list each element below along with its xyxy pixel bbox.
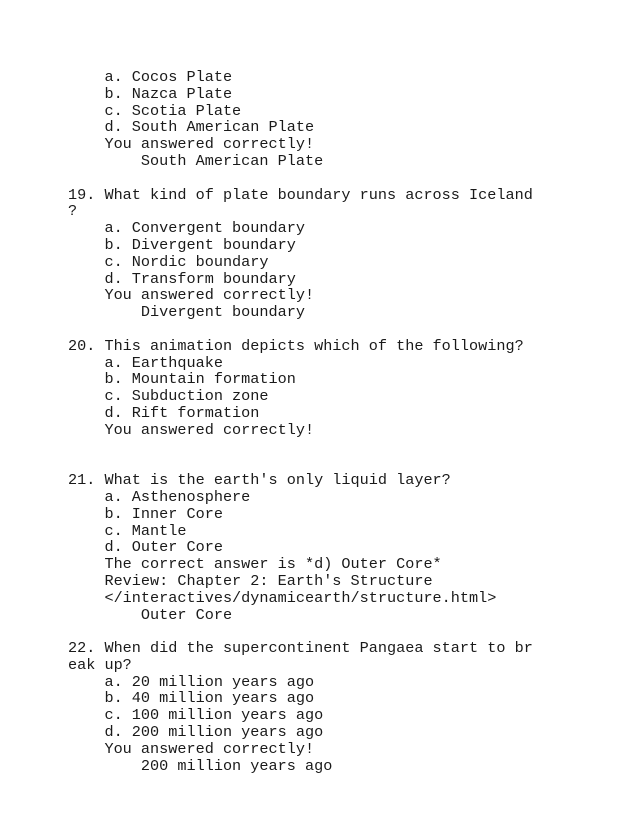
text-line: c. Nordic boundary [68, 252, 269, 271]
text-line: c. Mantle [68, 521, 187, 540]
text-line: d. Outer Core [68, 538, 223, 557]
blank-line [68, 439, 628, 456]
text-line: ? [68, 202, 78, 221]
text-line: You answered correctly! [68, 739, 315, 758]
text-line: a. Asthenosphere [68, 487, 251, 506]
text-line: b. Mountain formation [68, 370, 296, 389]
text-line: 19. What kind of plate boundary runs across Iceland [68, 185, 533, 204]
text-line: Outer Core [68, 605, 233, 624]
text-line: a. Convergent boundary [68, 219, 305, 238]
text-line: eak up? [68, 655, 132, 674]
text-line: b. Inner Core [68, 504, 223, 523]
text-line: c. Scotia Plate [68, 101, 242, 120]
text-line: Divergent boundary [68, 303, 305, 322]
text-line: Review: Chapter 2: Earth's Structure [68, 571, 433, 590]
text-line: d. 200 million years ago [68, 723, 324, 742]
text-line: The correct answer is *d) Outer Core* [68, 555, 442, 574]
blank-line [68, 170, 628, 187]
text-line: d. Transform boundary [68, 269, 296, 288]
text-line: b. Nazca Plate [68, 84, 233, 103]
text-line: You answered correctly! [68, 420, 315, 439]
text-line: c. Subduction zone [68, 387, 269, 406]
blank-line [68, 455, 628, 472]
text-line: South American Plate [68, 151, 324, 170]
document-page [68, 69, 628, 774]
text-line: a. Cocos Plate [68, 68, 233, 86]
blank-line [68, 321, 628, 338]
text-line: 20. This animation depicts which of the following? [68, 336, 524, 355]
text-line: c. 100 million years ago [68, 706, 324, 725]
text-line: You answered correctly! [68, 135, 315, 154]
text-line: 200 million years ago [68, 756, 333, 775]
blank-line [68, 623, 628, 640]
text-line: d. South American Plate [68, 118, 315, 137]
text-line: 21. What is the earth's only liquid layer? [68, 471, 451, 490]
text-line: a. Earthquake [68, 353, 223, 372]
text-line: 22. When did the supercontinent Pangaea start to br [68, 639, 533, 658]
text-line: </interactives/dynamicearth/structure.html> [68, 588, 497, 607]
text-line: You answered correctly! [68, 286, 315, 305]
text-line: b. 40 million years ago [68, 689, 315, 708]
text-line: b. Divergent boundary [68, 235, 296, 254]
text-line: a. 20 million years ago [68, 672, 315, 691]
text-line: d. Rift formation [68, 403, 260, 422]
